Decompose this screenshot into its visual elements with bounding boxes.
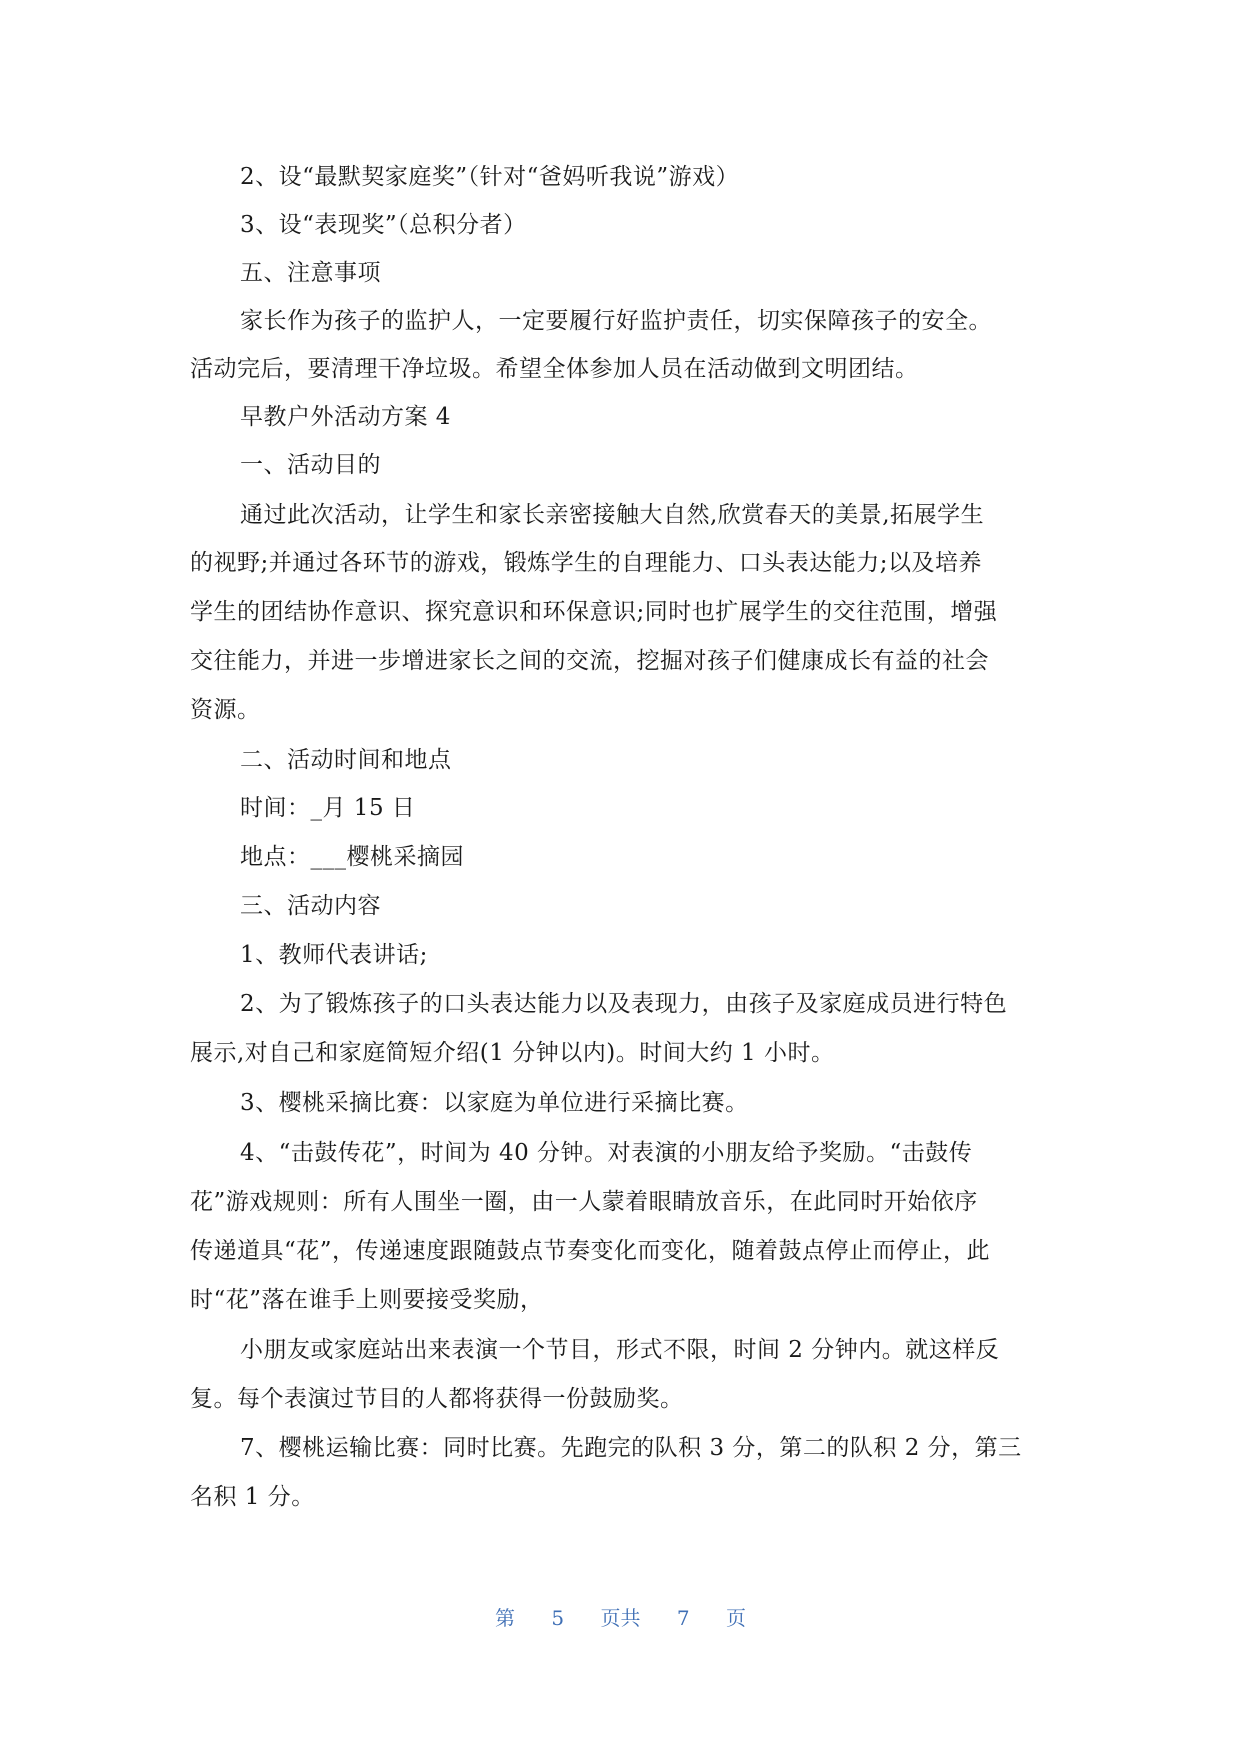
text-line: 展示,对自己和家庭简短介绍(1 分钟以内)。时间大约 1 小时。 [190,1040,835,1066]
page-footer [0,1605,1241,1631]
text-line: 2、为了锻炼孩子的口头表达能力以及表现力，由孩子及家庭成员进行特色 [240,991,1008,1017]
text-line: 复。每个表演过节目的人都将获得一份鼓励奖。 [190,1386,684,1412]
text-line: 1、教师代表讲话; [240,942,428,968]
text-line: 地点：___樱桃采摘园 [240,844,464,870]
footer-prefix: 第 [495,1606,516,1630]
section-heading: 一、活动目的 [240,452,381,478]
text-line: 交往能力，并进一步增进家长之间的交流，挖掘对孩子们健康成长有益的社会 [190,648,989,674]
text-line: 4、“击鼓传花”，时间为 40 分钟。对表演的小朋友给予奖励。“击鼓传 [240,1140,973,1166]
text-line: 3、樱桃采摘比赛：以家庭为单位进行采摘比赛。 [240,1090,749,1116]
text-line: 活动完后，要清理干净垃圾。希望全体参加人员在活动做到文明团结。 [190,356,919,382]
section-heading: 三、活动内容 [240,893,381,919]
current-page-number: 5 [551,1606,565,1630]
text-line: 小朋友或家庭站出来表演一个节目，形式不限，时间 2 分钟内。就这样反 [240,1337,1000,1363]
text-line: 7、樱桃运输比赛：同时比赛。先跑完的队积 3 分，第二的队积 2 分，第三 [240,1435,1022,1461]
text-line: 家长作为孩子的监护人，一定要履行好监护责任，切实保障孩子的安全。 [240,308,992,334]
text-line: 时间：_月 15 日 [240,795,416,821]
text-line: 的视野;并通过各环节的游戏，锻炼学生的自理能力、口头表达能力;以及培养 [190,550,982,576]
footer-suffix: 页 [725,1606,746,1630]
text-line: 名积 1 分。 [190,1484,315,1510]
footer-middle: 页共 [600,1606,641,1630]
text-line: 学生的团结协作意识、探究意识和环保意识;同时也扩展学生的交往范围，增强 [190,599,998,625]
text-line: 时“花”落在谁手上则要接受奖励， [190,1287,544,1313]
text-line: 通过此次活动，让学生和家长亲密接触大自然,欣赏春天的美景,拓展学生 [240,502,985,528]
section-heading: 二、活动时间和地点 [240,747,452,773]
total-pages-number: 7 [676,1606,690,1630]
text-line: 2、设“最默契家庭奖”（针对“爸妈听我说”游戏） [240,164,740,190]
text-line: 3、设“表现奖”（总积分者） [240,212,527,238]
section-heading: 五、注意事项 [240,260,381,286]
text-line: 资源。 [190,697,261,723]
text-line: 传递道具“花”，传递速度跟随鼓点节奏变化而变化，随着鼓点停止而停止，此 [190,1238,991,1264]
text-line: 花”游戏规则：所有人围坐一圈，由一人蒙着眼睛放音乐，在此同时开始依序 [190,1189,978,1215]
document-heading: 早教户外活动方案 4 [240,404,451,430]
